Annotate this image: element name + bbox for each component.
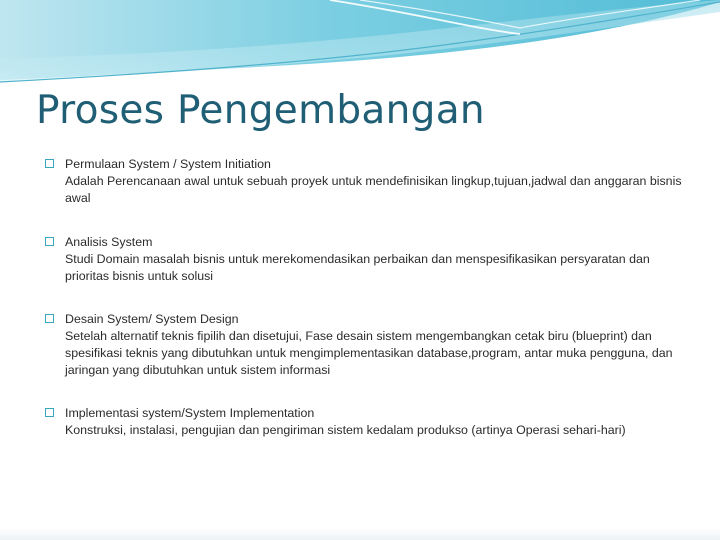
bullet-heading: Permulaan System / System Initiation (65, 157, 271, 171)
square-outline-icon (45, 314, 54, 323)
square-outline-icon (45, 159, 54, 168)
bullet-heading: Desain System/ System Design (65, 312, 239, 326)
bullet-item-system-implementation (45, 405, 685, 439)
bullet-heading: Analisis System (65, 235, 153, 249)
square-outline-icon (45, 237, 54, 246)
bullet-item-system-initiation (45, 156, 685, 207)
square-outline-icon (45, 408, 54, 417)
bullet-description: Setelah alternatif teknis fipilih dan disetujui, Fase desain sistem mengembangkan cetak biru (blueprint) dan spesifikasi teknis yang dibutuhkan untuk mengimplementasikan database,program, antar muka pengguna, dan jaringan yang dibutuhkan untuk sistem informasi (65, 329, 673, 377)
bullet-item-system-design (45, 311, 685, 379)
bullet-description: Studi Domain masalah bisnis untuk merekomendasikan perbaikan dan menspesifikasikan persyaratan dan prioritas bisnis untuk solusi (65, 252, 650, 283)
bullet-item-system-analysis (45, 234, 685, 285)
header-wave-decoration (0, 0, 720, 90)
bullet-heading: Implementasi system/System Implementation (65, 406, 315, 420)
bullet-description: Adalah Perencanaan awal untuk sebuah proyek untuk mendefinisikan lingkup,tujuan,jadwal dan anggaran bisnis awal (65, 174, 682, 205)
bullet-description: Konstruksi, instalasi, pengujian dan pengiriman sistem kedalam produkso (artinya Operasi sehari-hari) (65, 423, 626, 437)
slide-title: Proses Pengembangan (36, 88, 485, 133)
bottom-fade-decoration (0, 528, 720, 540)
